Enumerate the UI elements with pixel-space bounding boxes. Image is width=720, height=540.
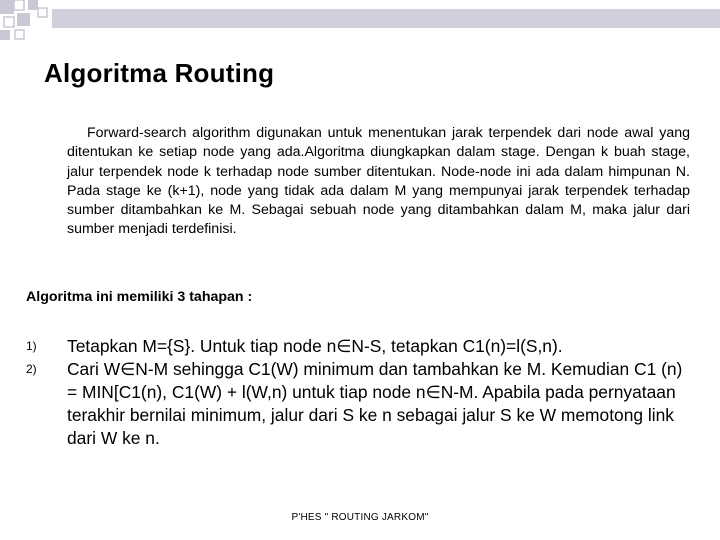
- header-decoration: [0, 0, 720, 60]
- step-number: 1): [26, 339, 37, 353]
- step-text: Cari W∈N-M sehingga C1(W) minimum dan tambahkan ke M. Kemudian C1 (n) = MIN[C1(n), C1(W) + l(W,n) untuk tiap node n∈N-M. Apabila pada pernyataan terakhir bernilai minimum, jalur dari S ke n sebagai jalur S ke W memotong link dari W ke n.: [67, 359, 683, 448]
- deco-square: [17, 13, 30, 26]
- deco-square: [28, 0, 38, 10]
- deco-square: [0, 30, 10, 40]
- slide-footer: P'HES " ROUTING JARKOM": [291, 512, 429, 523]
- deco-square: [4, 17, 14, 27]
- deco-bar: [52, 9, 720, 28]
- steps-list: [26, 335, 696, 450]
- deco-square: [38, 8, 47, 17]
- deco-square: [15, 30, 24, 39]
- deco-square: [14, 0, 24, 10]
- slide-title: Algoritma Routing: [44, 58, 275, 88]
- step-number: 2): [26, 362, 37, 376]
- list-item: [26, 335, 696, 358]
- intro-paragraph: Forward-search algorithm digunakan untuk menentukan jarak terpendek dari node awal yang ditentukan ke setiap node yang ada.Algoritma diungkapkan dalam stage. Dengan k buah stage, jalur terpendek node k terhadap node sumber ditentukan. Node-node ini ada dalam himpunan N. Pada stage ke (k+1), node yang tidak ada dalam M yang mempunyai jarak terpendek terhadap sumber ditambahkan ke M. Sebagai sebuah node yang ditambahkan dalam M, maka jalur dari sumber menjadi terdefinisi.: [67, 125, 690, 238]
- steps-heading: Algoritma ini memiliki 3 tahapan :: [26, 289, 253, 305]
- deco-square: [0, 0, 14, 14]
- step-text: Tetapkan M={S}. Untuk tiap node n∈N-S, tetapkan C1(n)=l(S,n).: [67, 336, 563, 356]
- list-item: [26, 358, 696, 450]
